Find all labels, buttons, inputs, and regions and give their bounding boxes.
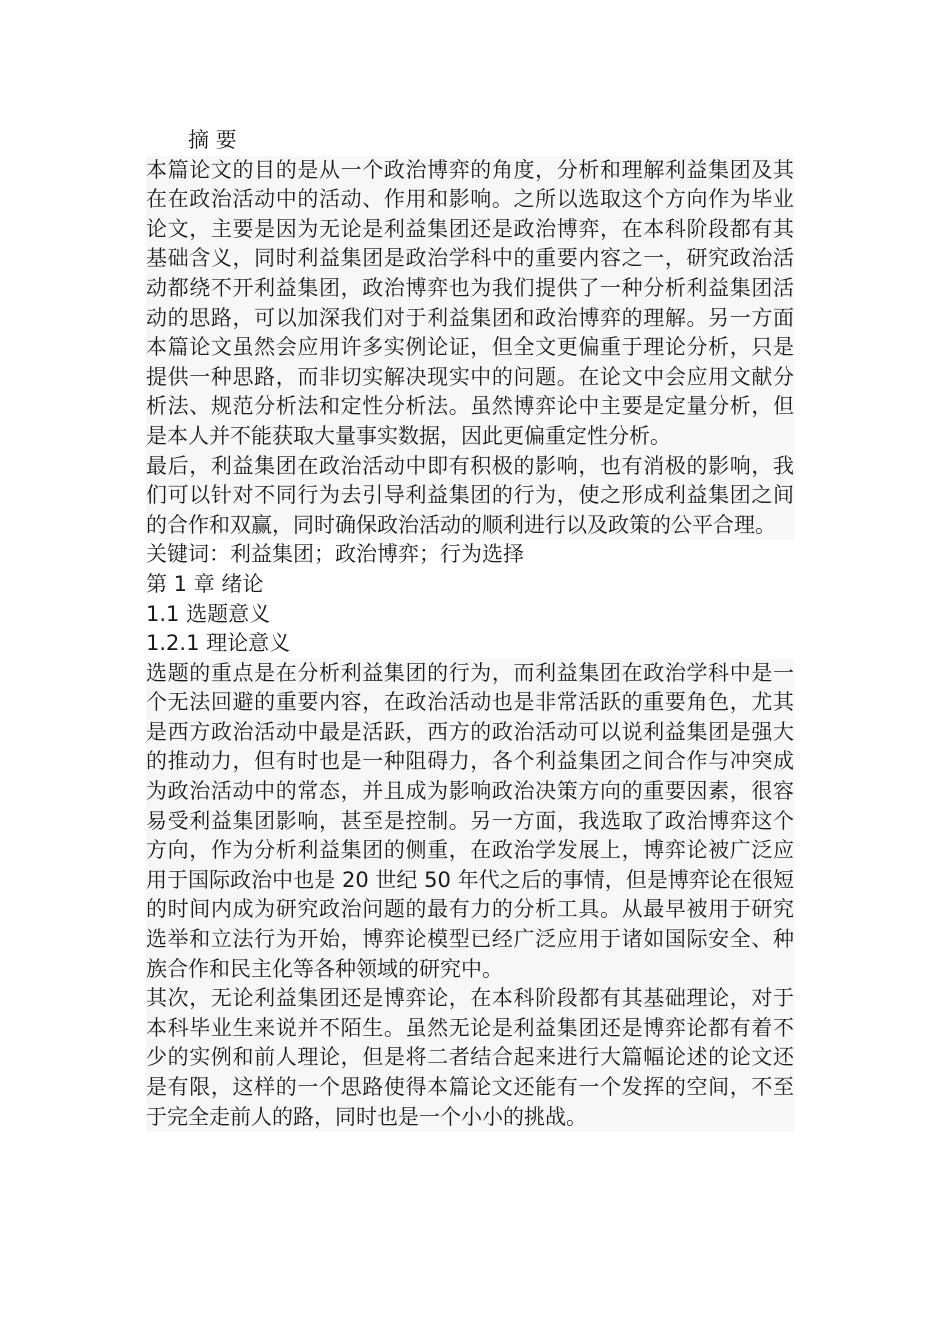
abstract-paragraph-1: 本篇论文的目的是从一个政治博弈的角度，分析和理解利益集团及其在在政治活动中的活动、作用和影响。之所以选取这个方向作为毕业论文，主要是因为无论是利益集团还是政治博弈，在本科阶段都有其基础含义，同时利益集团是政治学科中的重要内容之一，研究政治活动都绕不开利益集团，政治博弈也为我们提供了一种分析利益集团活动的思路，可以加深我们对于利益集团和政治博弈的理解。另一方面本篇论文虽然会应用许多实例论证，但全文更偏重于理论分析，只是提供一种思路，而非切实解决现实中的问题。在论文中会应用文献分析法、规范分析法和定性分析法。虽然博弈论中主要是定量分析，但是本人并不能获取大量事实数据，因此更偏重定性分析。 (146, 156, 794, 452)
body-paragraph-1: 选题的重点是在分析利益集团的行为，而利益集团在政治学科中是一个无法回避的重要内容，在政治活动也是非常活跃的重要角色，尤其是西方政治活动中最是活跃，西方的政治活动可以说利益集团是强大的推动力，但有时也是一种阻碍力，各个利益集团之间合作与冲突成为政治活动中的常态，并且成为影响政治决策方向的重要因素，很容易受利益集团影响，甚至是控制。另一方面，我选取了政治博弈这个方向，作为分析利益集团的侧重，在政治学发展上，博弈论被广泛应用于国际政治中也是 20 世纪 50 年代之后的事情，但是博弈论在很短的时间内成为研究政治问题的最有力的分析工具。从最早被用于研究选举和立法行为开始，博弈论模型已经广泛应用于诸如国际安全、种族合作和民主化等各种领域的研究中。 (146, 659, 794, 985)
keywords-line: 关键词：利益集团；政治博弈；行为选择 (146, 542, 524, 567)
chapter-1-title: 第 1 章 绪论 (146, 571, 264, 596)
body-paragraph-2: 其次，无论利益集团还是博弈论，在本科阶段都有其基础理论，对于本科毕业生来说并不陌生。虽然无论是利益集团还是博弈论都有着不少的实例和前人理论，但是将二者结合起来进行大篇幅论述的论文还是有限，这样的一个思路使得本篇论文还能有一个发挥的空间，不至于完全走前人的路，同时也是一个小小的挑战。 (146, 984, 794, 1132)
section-1-1-title: 1.1 选题意义 (146, 601, 271, 626)
abstract-title: 摘 要 (188, 128, 237, 152)
document-page (146, 126, 794, 1132)
abstract-paragraph-2: 最后，利益集团在政治活动中即有积极的影响，也有消极的影响，我们可以针对不同行为去引导利益集团的行为，使之形成利益集团之间的合作和双赢，同时确保政治活动的顺利进行以及政策的公平合理。 (146, 452, 794, 541)
section-1-2-1-title: 1.2.1 理论意义 (146, 631, 291, 656)
